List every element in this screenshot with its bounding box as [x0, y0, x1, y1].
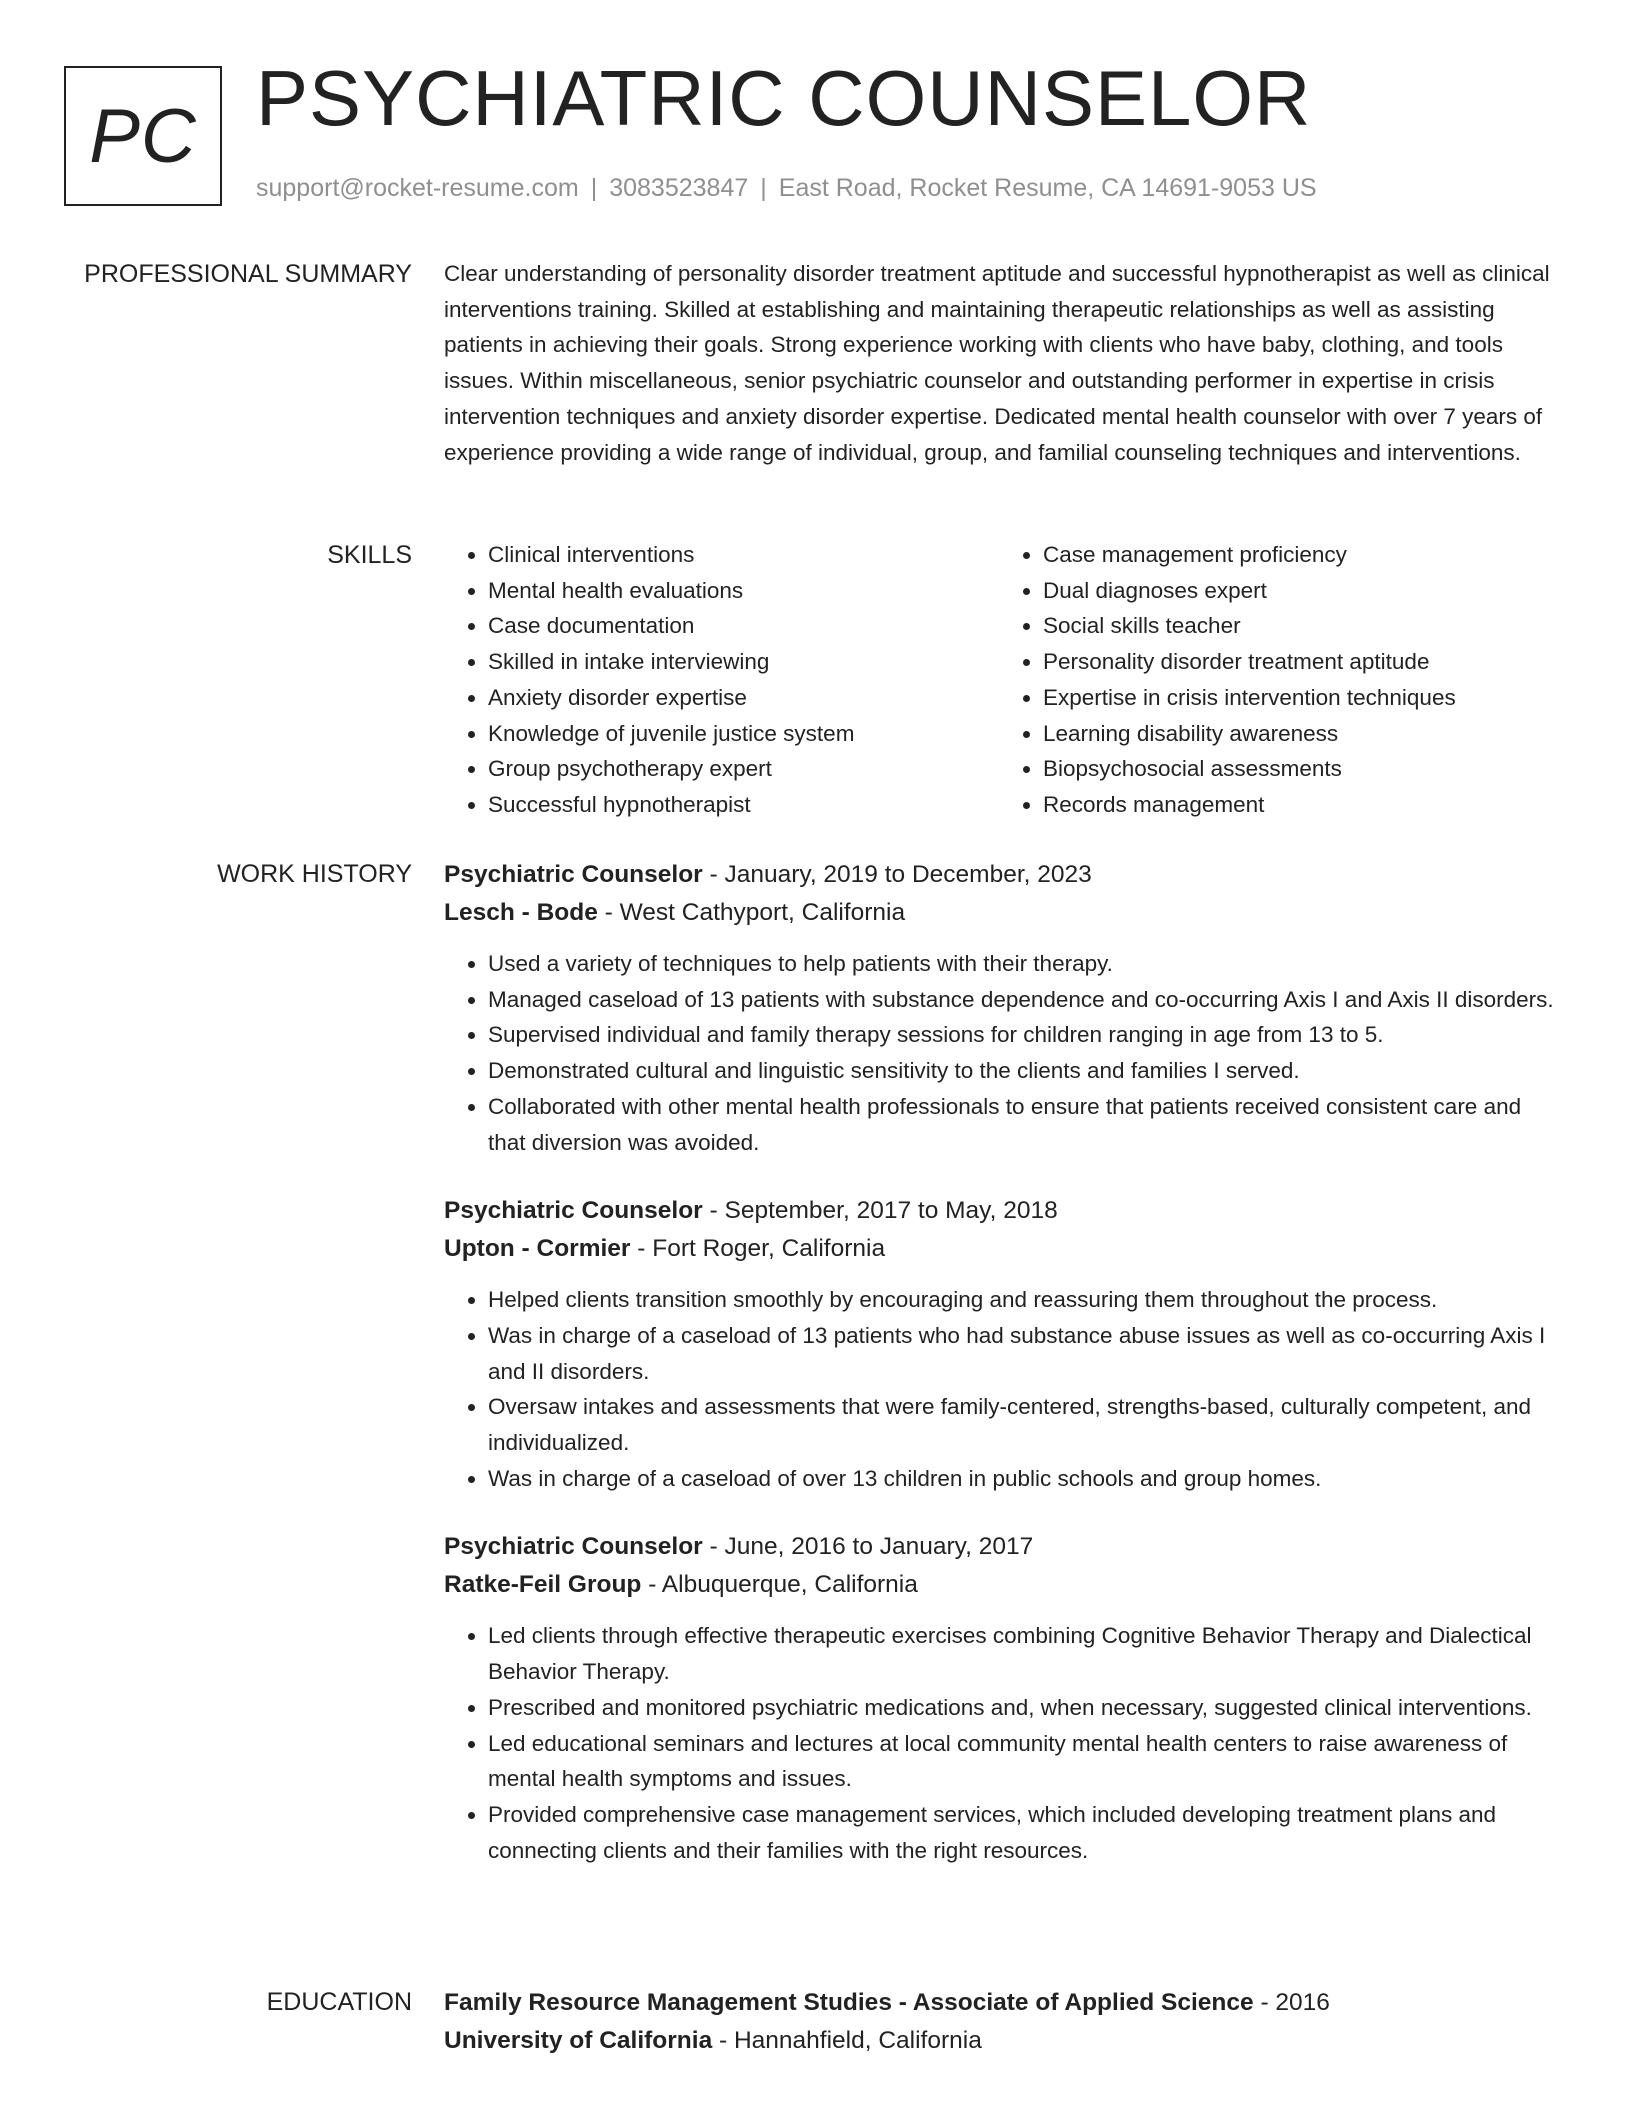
job-location: - Fort Roger, California: [630, 1235, 886, 1263]
education-location: - Hannahfield, California: [712, 2027, 982, 2054]
job-bullet: • Provided comprehensive case management services, which included developing treatment plans and connecting clients and their families with the right resources.: [488, 1797, 1554, 1868]
resume-title: PSYCHIATRIC COUNSELOR: [256, 54, 1312, 142]
skill-item: • Biopsychosocial assessments: [1043, 751, 1554, 787]
job-location: - Albuquerque, California: [641, 1571, 918, 1599]
contact-line: [256, 174, 1317, 203]
monogram-initials: PC: [89, 93, 197, 179]
contact-email: support@rocket-resume.com: [256, 174, 579, 202]
job-location: - West Cathyport, California: [597, 899, 906, 926]
job-bullet: • Led clients through effective therapeutic exercises combining Cognitive Behavior Therapy and Dialectical Behavior Therapy.: [488, 1618, 1554, 1689]
job-bullet: • Oversaw intakes and assessments that were family-centered, strengths-based, culturally competent, and individualized.: [488, 1389, 1554, 1460]
skill-item: • Dual diagnoses expert: [1043, 573, 1554, 609]
education-school-line: [444, 2022, 1554, 2060]
skill-item: • Anxiety disorder expertise: [488, 680, 999, 716]
education-degree: Family Resource Management Studies - Associate of Applied Science: [444, 1989, 1254, 2016]
summary-heading: PROFESSIONAL SUMMARY: [84, 260, 412, 288]
job-dates: - January, 2019 to December, 2023: [702, 861, 1092, 888]
job-entry: [444, 1528, 1554, 1868]
skills-heading: SKILLS: [327, 541, 412, 569]
job-entry: [444, 1192, 1554, 1496]
job-bullet: • Was in charge of a caseload of 13 patients who had substance abuse issues as well as co-occurring Axis I and II disorders.: [488, 1318, 1554, 1389]
skill-item: • Mental health evaluations: [488, 573, 999, 609]
skill-item: • Case documentation: [488, 608, 999, 644]
job-bullet: • Helped clients transition smoothly by encouraging and reassuring them throughout the process.: [488, 1282, 1554, 1318]
skill-item: • Skilled in intake interviewing: [488, 644, 999, 680]
work-history-heading: WORK HISTORY: [217, 860, 412, 888]
education-school: University of California: [444, 2027, 713, 2054]
skills-list-left: [444, 537, 999, 823]
job-title-line: [444, 1192, 1554, 1230]
education-entry: [444, 1984, 1554, 2060]
job-entry: [444, 856, 1554, 1160]
job-bullet: • Was in charge of a caseload of over 13 children in public schools and group homes.: [488, 1461, 1554, 1497]
job-bullets: [444, 1282, 1554, 1496]
job-dates: - June, 2016 to January, 2017: [702, 1533, 1034, 1561]
job-bullet: • Demonstrated cultural and linguistic sensitivity to the clients and families I served.: [488, 1053, 1554, 1089]
skill-item: • Learning disability awareness: [1043, 716, 1554, 752]
job-bullet: • Managed caseload of 13 patients with substance dependence and co-occurring Axis I and Axis II disorders.: [488, 982, 1554, 1018]
job-title: Psychiatric Counselor: [444, 1197, 703, 1225]
education-year: - 2016: [1253, 1989, 1330, 2016]
contact-address: East Road, Rocket Resume, CA 14691-9053 US: [778, 174, 1317, 202]
job-title: Psychiatric Counselor: [444, 1533, 703, 1561]
job-title: Psychiatric Counselor: [444, 861, 703, 888]
skill-item: • Group psychotherapy expert: [488, 751, 999, 787]
job-dates: - September, 2017 to May, 2018: [702, 1197, 1058, 1225]
skill-item: • Case management proficiency: [1043, 537, 1554, 573]
job-title-line: [444, 1528, 1554, 1566]
job-bullet: • Supervised individual and family therapy sessions for children ranging in age from 13 to 5.: [488, 1017, 1554, 1053]
skill-item: • Clinical interventions: [488, 537, 999, 573]
summary-text: Clear understanding of personality disorder treatment aptitude and successful hypnotherapist as well as clinical interventions training. Skilled at establishing and maintaining therapeutic relationships as well as assisting patients in achieving their goals. Strong experience working with clients who have baby, clothing, and tools issues. Within miscellaneous, senior psychiatric counselor and outstanding performer in expertise in crisis intervention techniques and anxiety disorder expertise. Dedicated mental health counselor with over 7 years of experience providing a wide range of individual, group, and familial counseling techniques and interventions.: [444, 261, 1550, 465]
skill-item: • Knowledge of juvenile justice system: [488, 716, 999, 752]
education-heading: EDUCATION: [266, 1988, 412, 2016]
skills-list-right: [999, 537, 1554, 823]
skill-item: • Successful hypnotherapist: [488, 787, 999, 823]
skill-item: • Expertise in crisis intervention techniques: [1043, 680, 1554, 716]
job-bullets: [444, 946, 1554, 1160]
job-bullet: • Used a variety of techniques to help patients with their therapy.: [488, 946, 1554, 982]
job-company-line: [444, 894, 1554, 932]
skill-item: • Personality disorder treatment aptitude: [1043, 644, 1554, 680]
job-bullets: [444, 1618, 1554, 1868]
skill-item: • Records management: [1043, 787, 1554, 823]
job-company-line: [444, 1230, 1554, 1268]
job-company: Ratke-Feil Group: [444, 1571, 642, 1599]
work-history-list: [444, 856, 1554, 1900]
monogram-box: [64, 66, 222, 206]
contact-separator: |: [760, 174, 767, 202]
job-bullet: • Prescribed and monitored psychiatric medications and, when necessary, suggested clinical interventions.: [488, 1690, 1554, 1726]
job-bullet: • Collaborated with other mental health professionals to ensure that patients received consistent care and that diversion was avoided.: [488, 1089, 1554, 1160]
contact-separator: |: [590, 174, 598, 202]
skill-item: • Social skills teacher: [1043, 608, 1554, 644]
job-bullet: • Led educational seminars and lectures at local community mental health centers to raise awareness of mental health symptoms and issues.: [488, 1726, 1554, 1797]
skills-columns: [444, 537, 1554, 823]
job-company: Upton - Cormier: [444, 1235, 631, 1263]
job-company: Lesch - Bode: [444, 899, 598, 926]
job-company-line: [444, 1566, 1554, 1604]
contact-phone: 3083523847: [609, 174, 749, 202]
job-title-line: [444, 856, 1554, 894]
education-degree-line: [444, 1984, 1554, 2022]
